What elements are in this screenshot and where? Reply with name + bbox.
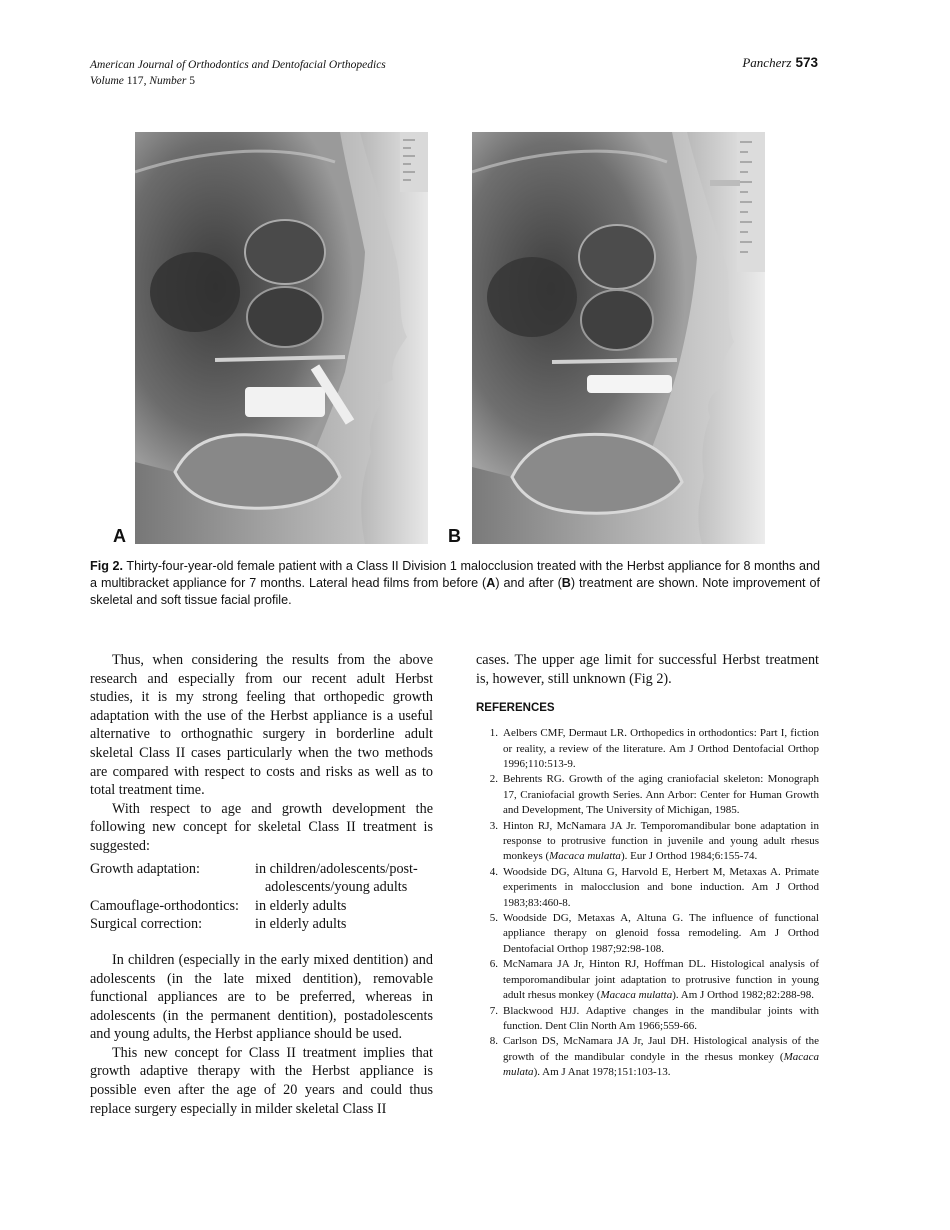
reference-list	[476, 726, 819, 1080]
panel-b-label: B	[448, 526, 461, 546]
reference-item: 3. Hinton RJ, McNamara JA Jr. Temporomandibular bone adaptation in response to protrusive function in juvenile and young adult rhesus monkeys (Macaca mulatta). Eur J Orthod 1984;6:155-74.	[489, 819, 819, 863]
page-header-right	[742, 55, 818, 71]
volume-label: Volume	[90, 75, 127, 87]
page-number: 573	[795, 55, 818, 70]
running-author: Pancherz	[742, 55, 792, 70]
paragraph-children: In children (especially in the early mixed dentition) and adolescents (in the late mixed dentition), removable functional appliances are to be preferred, whereas in adolescents (in the permanent dentition), postadolescents and young adults, the Herbst appliance should be used.	[90, 951, 433, 1043]
caption-text-3: ) treatment are shown. Note improvement of skeletal and soft tissue facial profile.	[90, 576, 820, 607]
treatment-concept-table	[90, 860, 433, 934]
caption-ref-a: A	[486, 576, 496, 590]
reference-item: 1. Aelbers CMF, Dermaut LR. Orthopedics in orthodontics: Part I, fiction or reality, a review of the literature. Am J Orthod Dentofacial Orthop 1996;110:513-9.	[489, 727, 819, 770]
concept-key: Camouflage-orthodontics:	[90, 897, 239, 914]
reference-item: 4. Woodside DG, Altuna G, Harvold E, Herbert M, Metaxas A. Primate experiments in malocclusion and bone induction. Am J Orthod 1983;83:460-8.	[489, 865, 819, 909]
body-column-left	[90, 651, 433, 1118]
reference-item: 2. Behrents RG. Growth of the aging craniofacial skeleton: Monograph 17, Craniofacial growth Series. Ann Arbor: Center for Human Growth and Development, The University of Michigan, 1985.	[489, 773, 819, 817]
journal-volume-line	[90, 73, 386, 89]
concept-row-surgical	[90, 915, 433, 934]
radiograph-panel-a	[135, 132, 428, 544]
caption-ref-b: B	[561, 576, 571, 590]
journal-header	[90, 57, 386, 89]
concept-key: Growth adaptation:	[90, 860, 200, 877]
radiograph-panel-b	[472, 132, 765, 544]
volume-number: 117	[126, 75, 144, 87]
reference-item: 6. McNamara JA Jr, Hinton RJ, Hoffman DL. Histological analysis of temporomandibular joint adaptation to protrusive function in young adult rhesus monkey (Macaca mulatta). Am J Orthod 1982;82:288-98.	[489, 958, 819, 1002]
paragraph-continuation: cases. The upper age limit for successful Herbst treatment is, however, still unknown (Fig 2).	[476, 652, 819, 687]
concept-value: in children/adolescents/post-	[255, 860, 418, 877]
panel-a-label: A	[113, 526, 126, 546]
journal-title: American Journal of Orthodontics and Dentofacial Orthopedics	[90, 59, 386, 71]
concept-value: in elderly adults	[255, 897, 347, 914]
body-column-right	[476, 651, 819, 1081]
paragraph-concept-intro: With respect to age and growth development the following new concept for skeletal Class II treatment is suggested:	[90, 800, 433, 854]
concept-row-camouflage	[90, 897, 433, 916]
reference-item: 8. Carlson DS, McNamara JA Jr, Jaul DH. Histological analysis of the growth of the mandibular condyle in the rhesus monkey (Macaca mulata). Am J Anat 1978;151:103-13.	[489, 1035, 819, 1079]
paragraph-conclusion: Thus, when considering the results from the above research and especially from our recent adult Herbst studies, it is my strong feeling that orthopedic growth adaptation with the use of the Herbst appliance is a useful alternative to orthognathic surgery in borderline adult skeletal Class II cases particularly when the two methods are compared with respect to costs and risks as well as to total treatment time.	[90, 652, 433, 799]
figure-caption	[90, 558, 820, 609]
concept-row-growth	[90, 860, 433, 879]
caption-label: Fig 2.	[90, 559, 123, 573]
caption-text-1: Thirty-four-year-old female patient with a Class II Division 1 malocclusion treated with the Herbst appliance for 8 months and a multibracket appliance for 7 months. Lateral head films from before (	[90, 559, 820, 590]
concept-value-cont: adolescents/young adults	[265, 879, 408, 896]
concept-key: Surgical correction:	[90, 916, 203, 933]
reference-item: 7. Blackwood HJJ. Adaptive changes in the mandibular joints with function. Dent Clin North Am 1966;559-66.	[489, 1004, 819, 1032]
number-label: , Number	[143, 75, 190, 87]
issue-number: 5	[189, 75, 195, 87]
concept-row-growth-cont	[90, 878, 433, 897]
caption-text-2: ) and after (	[495, 576, 562, 590]
reference-item: 5. Woodside DG, Metaxas A, Altuna G. The influence of functional appliance therapy on glenoid fossa remodeling. Am J Orthod Dentofacial Orthop 1987;92:98-108.	[489, 912, 819, 955]
paragraph-new-concept: This new concept for Class II treatment implies that growth adaptive therapy with the Herbst appliance is possible even after the age of 20 years and could thus replace surgery especially in milder skeletal Class II	[90, 1044, 433, 1117]
concept-value: in elderly adults	[255, 916, 347, 933]
references-heading: REFERENCES	[476, 702, 555, 715]
